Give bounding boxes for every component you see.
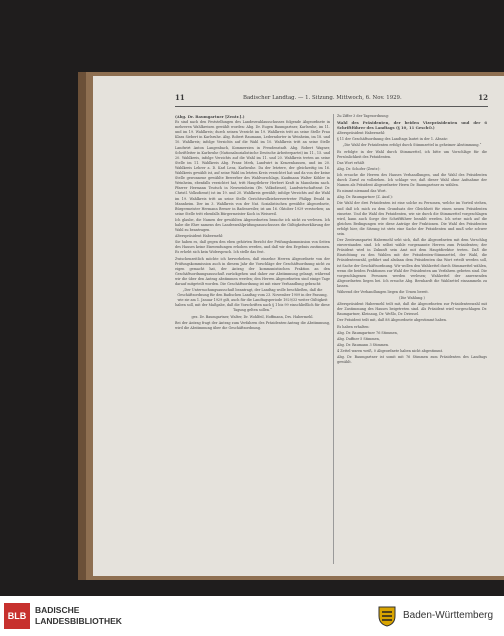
page-number-left: 11: [175, 93, 185, 102]
paragraph: 4 Zettel waren weiß, 0 Abgeordnete haben nicht abgestimmt.: [337, 348, 444, 353]
paragraph: Ich ersuche die Herren des Hauses Verhandlungen, und die Wahl des Präsidenten durch Zuruf zu vollziehen. Ich schlage vor, daß dieser Wahl ohne Aufnahme der Namen als Präsident Abgeordneter Herrn Dr. Baumgartner zu wählen.: [337, 172, 487, 188]
paragraph: Ich glaube, die Namen der gewählten Abgeordneten brauche ich nicht zu verlesen. Ich habe die Ehre namens des Landeswahlprüfungsausschusses die Gültigkeitserklärung der Wahl zu beantragen.: [175, 217, 330, 233]
paragraph: Alterspräsident Habermehl:: [337, 131, 386, 136]
footer-bar: [0, 596, 504, 636]
header-rule: [175, 106, 488, 107]
blb-name-line1: BADISCHE: [35, 605, 80, 615]
paragraph: § 11 der Geschäftsordnung des Landtags lautet in der 1. Absatz:: [337, 137, 448, 142]
right-column: [337, 114, 487, 570]
running-header: Badischer Landtag. — 1. Sitzung. Mittwoch, 6. Nov. 1929.: [243, 95, 402, 101]
paragraph: Abg. Dr. Baumgartner ist somit mit 76 Stimmen zum Präsidenten des Landtags gewählt.: [337, 355, 487, 365]
paragraph: Die Wahl der drei Präsidenten ist eine solche zu Personen, welche im Vorteil stehen, und daß ich mich zu dem Grundsatz der Gleichheit für einen neuen Präsidenten einsetze. Und die Wahl des Präsidenten, wie sie durch die Stimmzettel vorgeschlagen wird, kann auch Sorge der Schriftführer bezahlt werden. Ich setze mich auf die gleichen Bedingungen wie diese Anträge der Fraktionen. Die Wahl des Präsidenten erfolgt hier, die Sitzung ist stets eine Sache der Präsidenten und muß sehr schwer sein.: [337, 201, 487, 236]
paragraph: Es haben erhalten:: [337, 324, 370, 329]
paragraph: Alterspräsident Habermehl:: [175, 234, 224, 239]
paragraph: Das Wort erhält: [337, 160, 365, 165]
paragraph: Der Zentrumspartei Habermehl seht sich, daß die Abgeordneten mit dem Vorschlag einverstanden sind. Ich selbst wähle vorgenannte Herren zum Präsidenten; der Präsident wird in Zukunft sein Amt mit dem Hauptdirektor treten. Daß die Einrichtung zu den Wahlen mit der Präsidenten-Stimmzettel, der Wahl, die Präsidentenwahl, geführt und alsdann dem Präsidenten das Wort erteilt werden soll, ist Sache der Geschäftsordnung. Wir wollen den Wahlzettel durch Stimmzettel wählen, wenn die beiden Fraktionen zur Wahl der Präsidenten am Verfahren gebeten sind. Die vorgeschlagenen Personen werden verlesen; Wahlzettel der anwesenden Abgeordneten liegen bei. Ich ersuche Abg. Bernhardt die Wahlzettel einsammeln zu lassen.: [337, 238, 487, 288]
paragraph: Es erfolgte in der Wahl durch Stimmzettel, ich bitte um Vorschläge für die Persönlichkeit des Präsidenten.: [337, 149, 487, 159]
paragraph: Während der Verhandlungen liegen die Urnen bereit.: [337, 290, 429, 294]
paragraph: Sie haben es, daß gegen den eben gehörten Bericht der Prüfungskommission von Seiten des Hauses keine Einwendungen erhoben werden, und daß wir den Ergebnis zustimmen. Es erhebt sich kein Widerspruch. Ich stelle das fest.: [175, 240, 330, 255]
paragraph: Abg. Dr. Baumgartner (Z. Ausf.):: [337, 195, 393, 200]
paragraph: „Die Wahl der Präsidenten erfolgt durch Stimmzettel in geheimer Abstimmung.“: [342, 143, 482, 148]
paragraph: Bei der Antrag fragt der Antrag zum Verfahren des Präsidenten-Antrag die Abstimmung, wird die Abstimmung über die Geschäftsordnung.: [175, 320, 330, 330]
paragraph: (Die Wahlung.): [399, 296, 425, 301]
left-column: [175, 114, 330, 570]
page-header: [93, 94, 504, 104]
paragraph: Der Präsident teilt mit, daß 88 Abgeordnete abgestimmt haben.: [337, 318, 448, 323]
paragraph: Abg. Dr. Schofer (Zentr.):: [337, 166, 381, 171]
paragraph: Es sind nach den Feststellungen des Landeswahlausschusses folgende Abgeordnete in mehreren Wahlkreisen gewählt worden: Abg. Dr. Eugen Baumgartner, Karlsruhe, im 11. und im 19. Wahlkreis; durch seinen Verzicht im 19. Wahlkreis tritt an seine Stelle Frau Klara Siebert in Karlsruhe. Abg. Robert Raumann, Lederndorter in Weinheim, im 18. und 10. Wahlkreis; infolge Verzichts auf die Wahl im 10. Wahlkreis tritt an seine Stelle Landwirt Anton Langenbach, Kommerzien in Freudenstadt. Abg. Robert Wagner, Schriftleiter in Karlsruhe (Nationalsozialistische Deutsche Arbeiterpartei) im 11., 15. und 20. Wahlkreis, infolge Verzichts auf die Wahl im 11. und 20. Wahlkreis treten an seine Stelle im 11. Wahlkreis Abg. Franz Merk, Landwirt in Kenzenhausen, und im 20. Wahlkreis Lehrer a. D. Karl Lenz, Karlsruhe. Da der letztere, der gleichzeitig im 16. Wahlkreis gewählt ist, auf seine Wahl im letzten Kreis verzichtet hat und da von der keine Stelle gewonnene gewählte Bewerber des Wahlvorschlags, Kaufmann Walter Köhler in Weinheim, ebenfalls verzichtet hat, tritt Hauptlehrer Herbert Kraft in Mannheim nach. Pfarrer Hermann Teutsch in Neuweinheim (Ev. Volksdienst), Landwirtschaftsrat Dr. Christl. Volksdienst) ist im 19. und 20. Wahlkreis gewählt; infolge Verzichts auf die Wahl im 19. Wahlkreis tritt an seine Stelle Gerichtsvollziehersvertreter Philipp Ewald in Mannheim. Der im 3. Wahlkreis von der Nat. Sozialistischen gewählte Abgeordnete, Bürgermeister Hermann Breuer in Badenweiler, ist am 16. Oktober 1929 verstorben; an seine Stelle tritt ebenfalls Bürgermeister Koch in Weisweil.: [175, 120, 330, 216]
column-divider: [333, 114, 334, 564]
baden-wuerttemberg-emblem-icon[interactable]: [376, 605, 398, 627]
book-spine-edge: [78, 72, 86, 580]
paragraph: Zu Ziffer 3 der Tagesordnung:: [337, 114, 389, 118]
baden-wuerttemberg-label[interactable]: Baden-Württemberg: [403, 610, 494, 621]
document-page: [93, 76, 504, 576]
blb-name[interactable]: [35, 605, 122, 627]
blb-logo-icon[interactable]: BLB: [4, 603, 30, 629]
blb-name-line2: LANDESBIBLIOTHEK: [35, 616, 122, 626]
paragraph: Alterspräsident Habermehl teilt mit, daß die Abgeordneten zur Präsidentenwahl mit der Zustimmung des Hauses beigetreten sind. Als Präsident wird vorgeschlagen Dr. Baumgartner, Kleinaug, Dr. Weßlo, Dr. Driessel.: [337, 302, 487, 317]
paragraph: Abg. Duffner 5 Stimmen,: [337, 336, 380, 341]
paragraph: Wahl des Präsidenten, der beiden Vizepräsidenten und der 6 Schriftführer des Landtags (§ 10, 11 GeschO.): [337, 120, 487, 131]
paragraph: gez. Dr. Baumgartner, Walter, Dr. Wohlfeil, Hoffmann, Drs. Habermehl.: [191, 314, 314, 319]
paragraph: Abg. Dr. Baumann 3 Stimmen.: [337, 342, 390, 347]
page-number-right: 12: [478, 93, 488, 102]
paragraph: Es nimmt niemand das Wort.: [337, 189, 387, 194]
paragraph: Zwischenzeitlich möchte ich hervorheben, daß einzelne Herren Abgeordnete von der Prüfungskommission auch in diesem Jahr die Vorschläge der Geschäftsordnung nicht zu eigen gemacht hat, der Antrag der kommunistischen Fraktion an den Geschäftsordnungsausschuß zurückgehen und daher zur Abstimmung gelangt, während wir die über den Antrag abstimmen werden; den Herren Abgeordneten sind einige Tage darauf mitgeteilt worden. Die Geschäftsordnung ist mit einer Verhandlung gebracht:: [175, 256, 330, 286]
paragraph: „Der Untersuchungsausschuß beantragt, der Landtag wolle beschließen, daß die Geschäftsordnung für den Badischen Landtag vom 23. November 1909 in der Fassung, wie sie am 1. Januar 1929 gilt, auch für die Landtagsperiode 1929/33 weiter Gültigkeit haben soll, mit der Maßgabe, daß die Vorschriften nach § 1 bis 99 einschließlich für diese Tagung gelten sollen.“: [175, 288, 330, 313]
paragraph: (Abg. Dr. Baumgartner [Zentr.].): [175, 114, 245, 119]
paragraph: Abg. Dr. Baumgartner 76 Stimmen,: [337, 330, 398, 335]
